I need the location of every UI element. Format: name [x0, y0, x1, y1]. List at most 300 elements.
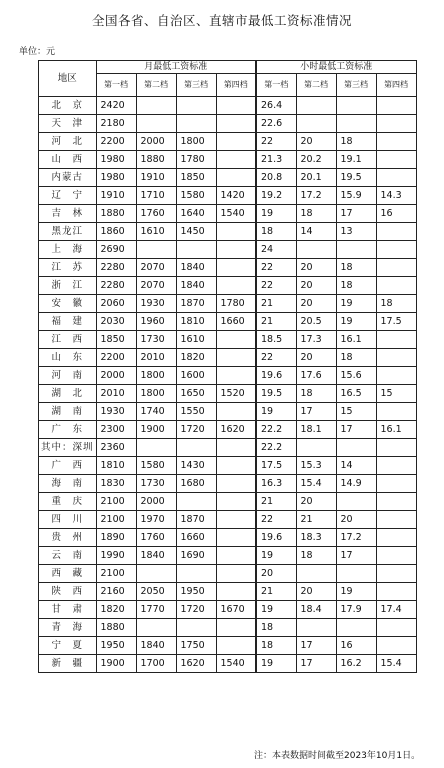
hourly-wage-cell [376, 619, 416, 637]
table-row [39, 493, 417, 511]
table-row [39, 313, 417, 331]
monthly-wage-cell: 1800 [136, 367, 176, 385]
hourly-wage-cell: 21 [256, 493, 296, 511]
monthly-wage-cell [176, 565, 216, 583]
monthly-wage-cell: 1610 [176, 331, 216, 349]
hourly-wage-cell: 15.3 [296, 457, 336, 475]
hourly-wage-cell [376, 565, 416, 583]
hourly-wage-cell: 19.6 [256, 529, 296, 547]
table-header [39, 61, 417, 97]
region-cell: 江 西 [39, 331, 97, 349]
table-row [39, 169, 417, 187]
monthly-wage-cell [216, 97, 256, 115]
region-column-header: 地区 [39, 61, 97, 97]
hourly-wage-cell [376, 547, 416, 565]
region-cell: 宁 夏 [39, 637, 97, 655]
monthly-wage-cell: 2300 [96, 421, 136, 439]
table-row [39, 511, 417, 529]
hourly-wage-cell: 17.9 [336, 601, 376, 619]
monthly-wage-cell [136, 115, 176, 133]
hourly-wage-cell: 19.1 [336, 151, 376, 169]
hourly-wage-cell [376, 529, 416, 547]
monthly-wage-cell [216, 241, 256, 259]
hourly-wage-cell [296, 565, 336, 583]
hourly-wage-cell: 20 [256, 565, 296, 583]
monthly-wage-cell [216, 223, 256, 241]
region-cell: 北 京 [39, 97, 97, 115]
monthly-wage-cell: 1730 [136, 475, 176, 493]
monthly-wage-cell: 2420 [96, 97, 136, 115]
hourly-wage-cell: 19 [256, 205, 296, 223]
hourly-wage-cell: 19 [256, 601, 296, 619]
hourly-wage-cell: 18.5 [256, 331, 296, 349]
unit-label: 单位：元 [19, 47, 56, 57]
hourly-wage-cell: 15 [376, 385, 416, 403]
hourly-wage-cell: 20 [296, 133, 336, 151]
hourly-wage-cell [376, 367, 416, 385]
hourly-wage-cell: 18 [256, 637, 296, 655]
monthly-wage-cell: 1610 [136, 223, 176, 241]
hourly-wage-cell: 17.4 [376, 601, 416, 619]
monthly-wage-cell [176, 619, 216, 637]
hourly-wage-cell: 21.3 [256, 151, 296, 169]
table-row [39, 439, 417, 457]
region-cell: 四 川 [39, 511, 97, 529]
table-row [39, 259, 417, 277]
region-cell: 安 徽 [39, 295, 97, 313]
hourly-wage-cell [376, 475, 416, 493]
monthly-wage-cell: 1420 [216, 187, 256, 205]
monthly-wage-cell: 1960 [136, 313, 176, 331]
hourly-wage-cell: 20 [296, 349, 336, 367]
monthly-wage-cell: 1800 [136, 385, 176, 403]
monthly-wage-cell [216, 439, 256, 457]
hourly-wage-cell [376, 169, 416, 187]
monthly-wage-cell: 1950 [176, 583, 216, 601]
table-row [39, 349, 417, 367]
hourly-wage-cell: 21 [296, 511, 336, 529]
monthly-wage-cell: 1800 [176, 133, 216, 151]
monthly-wage-cell [136, 439, 176, 457]
table-row [39, 151, 417, 169]
monthly-wage-cell: 2180 [96, 115, 136, 133]
monthly-wage-cell: 1810 [96, 457, 136, 475]
monthly-wage-cell: 2100 [96, 493, 136, 511]
hourly-wage-cell [376, 457, 416, 475]
hourly-wage-cell [336, 565, 376, 583]
hourly-wage-cell: 16 [376, 205, 416, 223]
monthly-wage-cell: 2690 [96, 241, 136, 259]
monthly-wage-cell: 1850 [176, 169, 216, 187]
hourly-wage-cell: 22 [256, 259, 296, 277]
monthly-wage-cell: 1700 [136, 655, 176, 673]
monthly-wage-cell [216, 637, 256, 655]
monthly-wage-cell: 1950 [96, 637, 136, 655]
monthly-wage-cell [216, 511, 256, 529]
region-cell: 山 西 [39, 151, 97, 169]
hourly-wage-cell [376, 331, 416, 349]
monthly-wage-cell [216, 493, 256, 511]
monthly-wage-cell: 2280 [96, 277, 136, 295]
hourly-wage-cell: 16.2 [336, 655, 376, 673]
monthly-wage-cell: 1600 [176, 367, 216, 385]
hourly-wage-cell: 14 [336, 457, 376, 475]
monthly-wage-cell: 1620 [176, 655, 216, 673]
monthly-wage-cell [216, 547, 256, 565]
hourly-wage-cell: 13 [336, 223, 376, 241]
hourly-wage-cell: 18 [336, 259, 376, 277]
hourly-wage-cell [376, 637, 416, 655]
hourly-wage-cell: 17 [336, 421, 376, 439]
monthly-wage-cell [216, 259, 256, 277]
monthly-wage-cell: 1890 [96, 529, 136, 547]
hourly-wage-cell [376, 223, 416, 241]
hourly-wage-cell [376, 115, 416, 133]
footnote: 注：本表数据时间截至2023年10月1日。 [254, 751, 421, 761]
monthly-wage-cell [176, 241, 216, 259]
monthly-wage-cell: 1750 [176, 637, 216, 655]
monthly-wage-cell [216, 349, 256, 367]
hourly-wage-cell: 22.2 [256, 439, 296, 457]
hourly-wage-cell: 17.3 [296, 331, 336, 349]
monthly-wage-cell: 1820 [96, 601, 136, 619]
monthly-wage-cell: 2030 [96, 313, 136, 331]
monthly-wage-cell [216, 529, 256, 547]
monthly-wage-cell: 1760 [136, 529, 176, 547]
hourly-wage-cell: 15.9 [336, 187, 376, 205]
monthly-wage-cell [216, 115, 256, 133]
table-row [39, 457, 417, 475]
hourly-wage-cell: 17 [296, 637, 336, 655]
monthly-wage-cell [216, 133, 256, 151]
monthly-wage-cell: 2010 [136, 349, 176, 367]
monthly-wage-cell: 1990 [96, 547, 136, 565]
monthly-wage-cell: 1730 [136, 331, 176, 349]
hourly-wage-cell: 20.8 [256, 169, 296, 187]
hourly-wage-cell: 15.4 [376, 655, 416, 673]
table-row [39, 601, 417, 619]
hourly-wage-cell: 17 [336, 205, 376, 223]
table-row [39, 331, 417, 349]
hourly-wage-cell [336, 115, 376, 133]
region-cell: 青 海 [39, 619, 97, 637]
monthly-wage-cell: 1970 [136, 511, 176, 529]
monthly-wage-cell: 1660 [216, 313, 256, 331]
region-cell: 湖 北 [39, 385, 97, 403]
hourly-wage-cell: 20 [296, 583, 336, 601]
region-cell: 江 苏 [39, 259, 97, 277]
hourly-wage-cell [336, 619, 376, 637]
monthly-wage-cell: 2100 [96, 565, 136, 583]
hourly-wage-cell [376, 511, 416, 529]
monthly-wage-cell [216, 583, 256, 601]
hourly-wage-cell: 22 [256, 511, 296, 529]
monthly-wage-cell [216, 277, 256, 295]
monthly-wage-cell: 1670 [216, 601, 256, 619]
region-cell: 浙 江 [39, 277, 97, 295]
hourly-wage-cell: 17.2 [296, 187, 336, 205]
table-row [39, 385, 417, 403]
monthly-wage-cell: 1580 [136, 457, 176, 475]
region-cell: 重 庆 [39, 493, 97, 511]
region-cell: 吉 林 [39, 205, 97, 223]
hourly-wage-cell: 19 [336, 313, 376, 331]
hourly-wage-cell [376, 259, 416, 277]
hourly-wage-cell: 18 [336, 349, 376, 367]
hourly-wage-cell: 24 [256, 241, 296, 259]
region-cell: 河 北 [39, 133, 97, 151]
hourly-tier-header: 第三档 [336, 74, 376, 97]
monthly-wage-cell: 2160 [96, 583, 136, 601]
region-cell: 广 东 [39, 421, 97, 439]
monthly-wage-cell [216, 169, 256, 187]
hourly-wage-cell [376, 151, 416, 169]
region-cell: 贵 州 [39, 529, 97, 547]
hourly-tier-header: 第二档 [296, 74, 336, 97]
region-cell: 云 南 [39, 547, 97, 565]
hourly-wage-cell: 19.5 [336, 169, 376, 187]
hourly-wage-cell: 19.5 [256, 385, 296, 403]
monthly-wage-cell: 1870 [176, 295, 216, 313]
hourly-wage-cell [376, 583, 416, 601]
hourly-wage-cell [296, 619, 336, 637]
monthly-wage-cell: 2010 [96, 385, 136, 403]
monthly-wage-cell [216, 151, 256, 169]
monthly-wage-cell: 2070 [136, 259, 176, 277]
hourly-wage-cell: 17 [336, 547, 376, 565]
monthly-wage-cell: 1620 [216, 421, 256, 439]
region-cell: 辽 宁 [39, 187, 97, 205]
hourly-wage-cell: 22 [256, 349, 296, 367]
table-row [39, 205, 417, 223]
hourly-wage-cell: 18 [296, 205, 336, 223]
table-body [39, 97, 417, 673]
hourly-wage-cell: 18 [336, 133, 376, 151]
monthly-wage-cell: 2070 [136, 277, 176, 295]
region-cell: 海 南 [39, 475, 97, 493]
hourly-wage-cell [376, 493, 416, 511]
table-row [39, 133, 417, 151]
hourly-wage-cell: 21 [256, 583, 296, 601]
monthly-wage-cell: 2000 [136, 493, 176, 511]
monthly-group-header: 月最低工资标准 [96, 61, 256, 74]
region-cell: 湖 南 [39, 403, 97, 421]
region-cell: 上 海 [39, 241, 97, 259]
hourly-wage-cell: 16.5 [336, 385, 376, 403]
monthly-wage-cell: 1930 [136, 295, 176, 313]
monthly-wage-cell: 1580 [176, 187, 216, 205]
hourly-wage-cell: 16.1 [336, 331, 376, 349]
hourly-wage-cell [296, 439, 336, 457]
monthly-wage-cell [136, 565, 176, 583]
hourly-wage-cell: 20 [296, 259, 336, 277]
monthly-wage-cell: 1710 [136, 187, 176, 205]
hourly-wage-cell: 20 [296, 493, 336, 511]
hourly-wage-cell [336, 241, 376, 259]
monthly-wage-cell: 1760 [136, 205, 176, 223]
hourly-wage-cell: 18.4 [296, 601, 336, 619]
monthly-wage-cell [176, 493, 216, 511]
monthly-wage-cell: 1870 [176, 511, 216, 529]
hourly-wage-cell: 18 [256, 223, 296, 241]
table-row [39, 421, 417, 439]
hourly-wage-cell [376, 439, 416, 457]
hourly-wage-cell: 16.1 [376, 421, 416, 439]
monthly-wage-cell: 1880 [96, 205, 136, 223]
page-title: 全国各省、自治区、直辖市最低工资标准情况 [91, 13, 352, 28]
monthly-wage-cell [176, 97, 216, 115]
table-row [39, 655, 417, 673]
monthly-wage-cell: 1660 [176, 529, 216, 547]
hourly-wage-cell: 19.6 [256, 367, 296, 385]
hourly-wage-cell: 17.6 [296, 367, 336, 385]
table-row [39, 583, 417, 601]
monthly-wage-cell: 1680 [176, 475, 216, 493]
monthly-wage-cell: 1650 [176, 385, 216, 403]
hourly-wage-cell: 19 [336, 295, 376, 313]
table-row [39, 223, 417, 241]
hourly-wage-cell: 16.3 [256, 475, 296, 493]
monthly-wage-cell: 1930 [96, 403, 136, 421]
monthly-wage-cell: 1520 [216, 385, 256, 403]
table-row [39, 187, 417, 205]
hourly-wage-cell: 22 [256, 277, 296, 295]
monthly-wage-cell: 2000 [136, 133, 176, 151]
region-cell: 河 南 [39, 367, 97, 385]
monthly-wage-cell [216, 565, 256, 583]
monthly-wage-cell: 1980 [96, 169, 136, 187]
hourly-tier-header: 第四档 [376, 74, 416, 97]
table-row [39, 475, 417, 493]
monthly-wage-cell [136, 97, 176, 115]
monthly-wage-cell: 1880 [136, 151, 176, 169]
monthly-wage-cell: 2200 [96, 133, 136, 151]
region-cell: 山 东 [39, 349, 97, 367]
monthly-tier-header: 第四档 [216, 74, 256, 97]
monthly-wage-cell: 1980 [96, 151, 136, 169]
hourly-wage-cell: 18.1 [296, 421, 336, 439]
monthly-wage-cell: 1830 [96, 475, 136, 493]
hourly-wage-cell [376, 277, 416, 295]
monthly-wage-cell [216, 403, 256, 421]
monthly-wage-cell [136, 619, 176, 637]
region-cell: 广 西 [39, 457, 97, 475]
hourly-wage-cell [376, 133, 416, 151]
monthly-wage-cell: 2060 [96, 295, 136, 313]
hourly-wage-cell: 14.9 [336, 475, 376, 493]
hourly-wage-cell: 15.6 [336, 367, 376, 385]
monthly-wage-cell: 1810 [176, 313, 216, 331]
region-cell: 甘 肃 [39, 601, 97, 619]
monthly-wage-cell: 1780 [216, 295, 256, 313]
table-row [39, 547, 417, 565]
table-row [39, 367, 417, 385]
hourly-wage-cell: 21 [256, 313, 296, 331]
monthly-wage-cell [176, 439, 216, 457]
hourly-wage-cell: 19 [256, 547, 296, 565]
region-cell: 西 藏 [39, 565, 97, 583]
hourly-wage-cell: 17.5 [376, 313, 416, 331]
region-cell: 内蒙古 [39, 169, 97, 187]
monthly-tier-header: 第二档 [136, 74, 176, 97]
monthly-wage-cell: 2100 [96, 511, 136, 529]
monthly-wage-cell: 2000 [96, 367, 136, 385]
monthly-wage-cell: 1840 [136, 547, 176, 565]
monthly-wage-cell: 1550 [176, 403, 216, 421]
hourly-wage-cell: 20 [296, 295, 336, 313]
hourly-wage-cell: 22.6 [256, 115, 296, 133]
monthly-wage-cell: 1540 [216, 655, 256, 673]
monthly-tier-header: 第一档 [96, 74, 136, 97]
minimum-wage-table [38, 60, 417, 673]
monthly-wage-cell: 1900 [96, 655, 136, 673]
table-row [39, 277, 417, 295]
monthly-wage-cell [216, 367, 256, 385]
hourly-wage-cell: 18 [256, 619, 296, 637]
hourly-wage-cell: 21 [256, 295, 296, 313]
hourly-wage-cell [376, 403, 416, 421]
table-row [39, 115, 417, 133]
hourly-group-header: 小时最低工资标准 [256, 61, 416, 74]
monthly-wage-cell [176, 115, 216, 133]
monthly-wage-cell: 1430 [176, 457, 216, 475]
hourly-wage-cell [336, 97, 376, 115]
hourly-wage-cell [376, 349, 416, 367]
hourly-wage-cell: 18 [376, 295, 416, 313]
hourly-wage-cell: 15 [336, 403, 376, 421]
hourly-wage-cell: 22.2 [256, 421, 296, 439]
hourly-wage-cell [296, 97, 336, 115]
hourly-wage-cell: 14.3 [376, 187, 416, 205]
monthly-wage-cell: 1720 [176, 421, 216, 439]
monthly-wage-cell: 1850 [96, 331, 136, 349]
monthly-wage-cell: 1770 [136, 601, 176, 619]
monthly-wage-cell: 1840 [136, 637, 176, 655]
monthly-wage-cell: 1540 [216, 205, 256, 223]
region-cell: 黑龙江 [39, 223, 97, 241]
hourly-wage-cell: 26.4 [256, 97, 296, 115]
monthly-wage-cell [136, 241, 176, 259]
monthly-wage-cell: 1450 [176, 223, 216, 241]
monthly-wage-cell: 2360 [96, 439, 136, 457]
hourly-wage-cell: 20.5 [296, 313, 336, 331]
table-row [39, 619, 417, 637]
hourly-tier-header: 第一档 [256, 74, 296, 97]
hourly-wage-cell: 16 [336, 637, 376, 655]
monthly-wage-cell: 1780 [176, 151, 216, 169]
hourly-wage-cell [376, 97, 416, 115]
hourly-wage-cell: 14 [296, 223, 336, 241]
hourly-wage-cell: 20 [296, 277, 336, 295]
hourly-wage-cell: 18.3 [296, 529, 336, 547]
hourly-wage-cell: 22 [256, 133, 296, 151]
hourly-wage-cell: 20.1 [296, 169, 336, 187]
hourly-wage-cell: 20.2 [296, 151, 336, 169]
monthly-wage-cell: 1690 [176, 547, 216, 565]
hourly-wage-cell: 19.2 [256, 187, 296, 205]
hourly-wage-cell: 18 [336, 277, 376, 295]
hourly-wage-cell [296, 115, 336, 133]
monthly-wage-cell: 1640 [176, 205, 216, 223]
region-cell: 新 疆 [39, 655, 97, 673]
monthly-wage-cell: 1860 [96, 223, 136, 241]
hourly-wage-cell: 19 [256, 655, 296, 673]
region-cell: 其中：深圳 [39, 439, 97, 457]
monthly-wage-cell: 2200 [96, 349, 136, 367]
hourly-wage-cell: 18 [296, 547, 336, 565]
monthly-wage-cell: 1820 [176, 349, 216, 367]
region-cell: 陕 西 [39, 583, 97, 601]
